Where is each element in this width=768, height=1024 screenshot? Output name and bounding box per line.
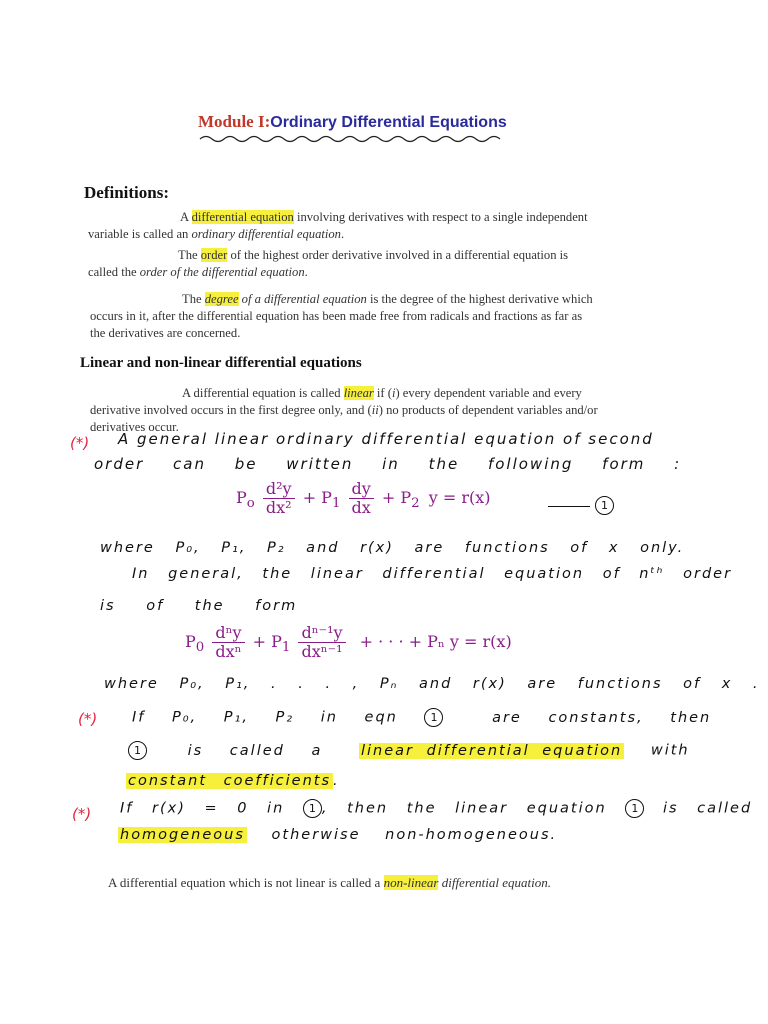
text: ) no products of dependent variables and/or — [378, 403, 598, 417]
text: , then the linear equation — [321, 800, 607, 817]
text: otherwise non-homogeneous. — [271, 827, 558, 843]
page-title — [198, 112, 507, 132]
highlight-constant-coefficients: constant coefficients — [128, 773, 331, 789]
text: A differential equation which is not linear is called a — [108, 875, 384, 890]
note-general-line1: A general linear ordinary differential equation of second — [118, 430, 654, 448]
circled-number: 1 — [424, 708, 443, 727]
text: involving derivatives with respect to a single independent — [293, 210, 588, 224]
eq-term: + P — [252, 632, 282, 651]
definition-paragraph-degree — [90, 291, 630, 342]
text: ii — [371, 403, 379, 417]
denominator: dx — [351, 498, 371, 517]
text: The — [182, 292, 205, 306]
circled-number: 1 — [303, 799, 322, 818]
text: . — [333, 773, 340, 789]
note-homogeneous-line1 — [120, 799, 752, 818]
module-subject: Ordinary Differential Equations — [270, 114, 507, 131]
text: ) every dependent variable and every — [395, 386, 582, 400]
highlight-linear-de: linear differential equation — [360, 742, 623, 759]
text: derivative involved occurs in the first degree only, and ( — [90, 403, 372, 417]
denominator: dxⁿ — [215, 642, 242, 661]
definition-paragraph-order — [88, 247, 628, 281]
highlight-order: order — [200, 248, 228, 262]
text: . — [340, 227, 345, 241]
text: A differential equation is called — [182, 386, 344, 400]
note-general-nth-line2: is of the form — [100, 598, 298, 614]
equation-tag — [595, 496, 614, 515]
text: A — [180, 210, 192, 224]
note-constants-line2 — [128, 741, 690, 760]
text: called the — [88, 265, 140, 279]
eq-coef: P — [185, 632, 196, 651]
linear-heading: Linear and non-linear differential equations — [80, 355, 362, 371]
circled-number: 1 — [625, 799, 644, 818]
text: derivatives occur. — [90, 420, 179, 434]
text: is called — [662, 800, 753, 817]
note-where-2: where P₀, P₁, . . . , Pₙ and r(x) are functions of x . — [104, 676, 760, 692]
definitions-heading: Definitions: — [84, 183, 169, 202]
text: i — [391, 386, 396, 400]
text: if ( — [373, 386, 392, 400]
text: of the highest order derivative involved in a differential equation is — [227, 248, 569, 262]
highlight-homogeneous: homogeneous — [120, 827, 245, 843]
note-constants-line1 — [132, 708, 711, 727]
eq-term: + P — [302, 488, 332, 507]
denominator: dx² — [265, 498, 292, 517]
text: If r(x) = 0 in — [120, 800, 285, 817]
star-marker-3: (*) — [72, 805, 92, 823]
text: variable is called an — [88, 227, 192, 241]
equation-nth-order — [185, 624, 512, 661]
eq-term: + P — [381, 488, 412, 507]
circled-number: 1 — [128, 741, 147, 760]
fraction-d2y-dx2 — [263, 480, 295, 517]
linear-paragraph — [90, 385, 630, 436]
star-marker-1: (*) — [70, 434, 90, 452]
text: differential equation. — [438, 875, 551, 890]
text: are constants, then — [492, 709, 712, 726]
module-label: Module I: — [198, 112, 271, 131]
note-homogeneous-line2 — [118, 827, 557, 843]
note-constants-line3 — [126, 773, 340, 789]
eq-sub: o — [246, 496, 255, 512]
text: is called a — [187, 742, 323, 759]
term-order: order of the differential equation — [139, 265, 305, 279]
highlight-non-linear: non-linear — [383, 875, 439, 890]
title-wavy-underline — [198, 134, 510, 144]
highlight-linear: linear — [343, 386, 374, 400]
note-where-1: where P₀, P₁, P₂ and r(x) are functions of x only. — [100, 540, 685, 556]
fraction-dn1y-dxn1 — [298, 624, 345, 661]
circled-number: 1 — [595, 496, 614, 515]
eq-sub: 1 — [281, 640, 291, 656]
highlight-differential-equation: differential equation — [191, 210, 294, 224]
eq-coef: P — [236, 488, 247, 507]
equation-tag-line — [548, 506, 590, 507]
term-degree: of a differential equation — [238, 292, 367, 306]
eq-sub: 0 — [195, 640, 205, 656]
eq-rhs: + · · · + Pₙ y = r(x) — [359, 632, 512, 651]
term-ode: ordinary differential equation — [191, 227, 341, 241]
numerator: dⁿ⁻¹y — [298, 624, 345, 643]
numerator: d²y — [263, 480, 295, 499]
definition-paragraph-de — [88, 209, 628, 243]
fraction-dny-dxn — [212, 624, 244, 661]
eq-sub: 2 — [411, 496, 420, 512]
numerator: dy — [349, 480, 374, 499]
footer-nonlinear-definition — [108, 874, 551, 891]
eq-sub: 1 — [331, 496, 341, 512]
text: . — [304, 265, 308, 279]
note-general-line2: order can be written in the following form : — [94, 455, 682, 473]
text: with — [650, 742, 690, 759]
equation-second-order — [236, 480, 491, 517]
eq-rhs: y = r(x) — [428, 488, 491, 507]
fraction-dy-dx — [349, 480, 374, 517]
denominator: dxⁿ⁻¹ — [301, 642, 343, 661]
text: The — [178, 248, 201, 262]
text: is the degree of the highest derivative which — [366, 292, 593, 306]
highlight-degree: degree — [204, 292, 239, 306]
text: the derivatives are concerned. — [90, 326, 241, 340]
note-general-nth-line1: In general, the linear differential equation of nᵗʰ order — [132, 566, 733, 582]
star-marker-2: (*) — [78, 710, 98, 728]
text: occurs in it, after the differential equation has been made free from radicals and fractions as far as — [90, 309, 583, 323]
text: If P₀, P₁, P₂ in eqn — [132, 709, 398, 726]
numerator: dⁿy — [212, 624, 244, 643]
